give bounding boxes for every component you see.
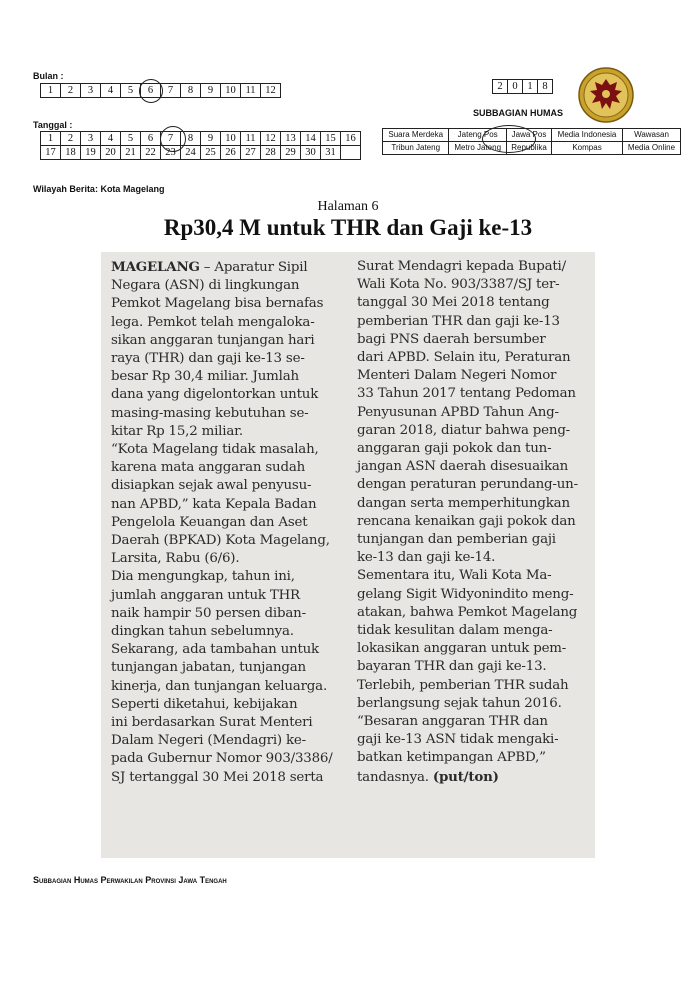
month-cell: 3 [81, 84, 101, 98]
media-cell: Tribun Jateng [383, 142, 449, 155]
byline: (put/ton) [432, 768, 499, 785]
day-cell: 11 [241, 132, 261, 146]
article-line-text: ini berdasarkan Surat Menteri [111, 715, 313, 731]
day-cell: 25 [201, 146, 221, 160]
article-line [357, 385, 578, 403]
media-cell: Wawasan [622, 129, 680, 142]
article-line-text: “Kota Magelang tidak masalah, [111, 442, 319, 458]
media-cell: Media Online [622, 142, 680, 155]
article-line-text: pada Gubernur Nomor 903/3386/ [111, 751, 333, 767]
article-line [111, 623, 333, 641]
article-line-text: dangan serta memperhitungkan [357, 495, 570, 511]
day-cell: 24 [181, 146, 201, 160]
article-line [357, 313, 578, 331]
article-line-text: Sekarang, ada tambahan untuk [111, 642, 319, 658]
article-line-text: Negara (ASN) di lingkungan [111, 278, 300, 294]
article-line-text: bayaran THR dan gaji ke-13. [357, 659, 547, 675]
day-cell: 14 [301, 132, 321, 146]
article-line [111, 350, 333, 368]
article-line [111, 477, 333, 495]
article-line [111, 459, 333, 477]
article-line-text: dingkan tahun sebelumnya. [111, 624, 294, 640]
article-line-text: 33 Tahun 2017 tentang Pedoman [357, 386, 576, 402]
article-line-text: Pengelola Keuangan dan Aset [111, 514, 308, 530]
article-line-text: sikan anggaran tunjangan hari [111, 332, 315, 348]
day-cell: 30 [301, 146, 321, 160]
article-line-text: jumlah anggaran untuk THR [111, 587, 300, 603]
month-cell: 2 [61, 84, 81, 98]
garuda-emblem-icon [577, 66, 635, 124]
article-line-text: naik hampir 50 persen diban- [111, 605, 306, 621]
article-line [357, 476, 578, 494]
article-line-text: Seperti diketahui, kebijakan [111, 696, 298, 712]
article-line-text: berlangsung sejak tahun 2016. [357, 695, 562, 711]
article-line [111, 295, 333, 313]
article-line [357, 331, 578, 349]
article-line-text: “Besaran anggaran THR dan [357, 714, 548, 730]
article-line [111, 441, 333, 459]
article-line [357, 640, 578, 658]
article-line [111, 332, 333, 350]
day-cell: 28 [261, 146, 281, 160]
bulan-label: Bulan : [33, 71, 64, 81]
article-line [357, 458, 578, 476]
article-line-text: lega. Pemkot telah mengaloka- [111, 314, 315, 330]
article-line-text: dana yang digelontorkan untuk [111, 387, 319, 403]
article-line [357, 622, 578, 640]
media-cell: Kompas [552, 142, 623, 155]
article-line [357, 258, 578, 276]
article-line [111, 587, 333, 605]
selected-media-circle [482, 125, 536, 153]
day-cell [341, 146, 361, 160]
article-line-text: kinerja, dan tunjangan keluarga. [111, 678, 327, 694]
article-line-text: ke-13 dan gaji ke-14. [357, 550, 496, 566]
day-cell: 1 [41, 132, 61, 146]
article-line-text: bagi PNS daerah bersumber [357, 331, 546, 347]
article-line [111, 696, 333, 714]
day-cell: 7 [161, 132, 181, 146]
article-line-text: masing-masing kebutuhan se- [111, 405, 309, 421]
article-line [357, 677, 578, 695]
month-cell: 5 [121, 84, 141, 98]
article-line [357, 276, 578, 294]
month-cell: 12 [261, 84, 281, 98]
year-digit-cell: 0 [508, 80, 523, 94]
article-line-text: atakan, bahwa Pemkot Magelang [357, 604, 578, 620]
article-line-text: garan 2018, diatur bahwa peng- [357, 422, 571, 438]
article-line [111, 714, 333, 732]
article-line-text: raya (THR) dan gaji ke-13 se- [111, 351, 305, 367]
article-line-text: Larsita, Rabu (6/6). [111, 551, 240, 567]
article-line-text: kitar Rp 15,2 miliar. [111, 423, 243, 439]
article-line-text: gelang Sigit Widyonindito meng- [357, 586, 574, 602]
article-line [357, 713, 578, 731]
day-cell: 8 [181, 132, 201, 146]
wilayah-berita: Wilayah Berita: Kota Magelang [33, 184, 165, 194]
media-cell: Suara Merdeka [383, 129, 449, 142]
day-cell: 4 [101, 132, 121, 146]
media-cell: Republika [506, 142, 551, 155]
article-line [357, 349, 578, 367]
day-cell: 23 [161, 146, 181, 160]
article-line [357, 422, 578, 440]
article-line [357, 768, 578, 787]
article-line [111, 423, 333, 441]
article-line-text: tunjangan dan pemberian gaji [357, 532, 556, 548]
article-line [357, 294, 578, 312]
day-cell: 26 [221, 146, 241, 160]
article-line [357, 586, 578, 604]
selected-day-circle [160, 126, 186, 152]
article-line [111, 258, 333, 277]
day-cell: 17 [41, 146, 61, 160]
article-line [357, 658, 578, 676]
article-line-text: Surat Mendagri kepada Bupati/ [357, 259, 566, 274]
article-column-1 [111, 258, 333, 787]
day-cell: 5 [121, 132, 141, 146]
article-line-text: Dia mengungkap, tahun ini, [111, 569, 295, 585]
article-line [111, 405, 333, 423]
day-cell: 10 [221, 132, 241, 146]
article-line-text: tandasnya. [357, 769, 429, 785]
article-line [111, 568, 333, 586]
day-cell: 15 [321, 132, 341, 146]
month-cell: 9 [201, 84, 221, 98]
article-line-text: tanggal 30 Mei 2018 tentang [357, 295, 550, 311]
article-line [111, 750, 333, 768]
day-grid [40, 131, 361, 160]
day-cell: 16 [341, 132, 361, 146]
article-line-text: Sementara itu, Wali Kota Ma- [357, 568, 552, 584]
article-line [357, 695, 578, 713]
day-cell: 19 [81, 146, 101, 160]
day-cell: 27 [241, 146, 261, 160]
article-line [111, 314, 333, 332]
day-cell: 2 [61, 132, 81, 146]
newspaper-clipping [101, 252, 595, 858]
article-line-text: Dalam Negeri (Mendagri) ke- [111, 733, 306, 749]
year-digit-cell: 8 [538, 80, 553, 94]
article-line [111, 496, 333, 514]
org-name: SUBBAGIAN HUMAS [473, 108, 563, 118]
article-line-text: besar Rp 30,4 miliar. Jumlah [111, 369, 299, 385]
article-line-text: Pemkot Magelang bisa bernafas [111, 296, 324, 312]
article-line-text: lokasikan anggaran untuk pem- [357, 641, 567, 657]
day-cell: 6 [141, 132, 161, 146]
article-line-text: tidak kesulitan dalam menga- [357, 623, 553, 639]
article-line [111, 659, 333, 677]
article-line-text: Daerah (BPKAD) Kota Magelang, [111, 533, 330, 549]
article-line [111, 277, 333, 295]
footer-org: Subbagian Humas Perwakilan Provinsi Jawa Tengah [33, 875, 227, 885]
article-line-text: jangan ASN daerah disesuaikan [357, 459, 569, 475]
article-line [357, 367, 578, 385]
media-cell: Jawa Pos [506, 129, 551, 142]
selected-month-circle [139, 79, 163, 103]
article-line [357, 495, 578, 513]
article-line [357, 549, 578, 567]
media-cell: Media Indonesia [552, 129, 623, 142]
article-line-text: Penyusunan APBD Tahun Ang- [357, 404, 559, 420]
article-line [111, 605, 333, 623]
article-line [111, 514, 333, 532]
article-line [357, 531, 578, 549]
article-column-2 [357, 258, 578, 787]
day-cell: 3 [81, 132, 101, 146]
day-cell: 21 [121, 146, 141, 160]
media-cell: Jateng Pos [449, 129, 507, 142]
article-line [111, 532, 333, 550]
article-line-text: pemberian THR dan gaji ke-13 [357, 313, 560, 329]
article-line-text: karena mata anggaran sudah [111, 460, 306, 476]
page-number: Halaman 6 [317, 199, 379, 214]
article-line [357, 731, 578, 749]
article-line [357, 749, 578, 767]
article-line-text: disiapkan sejak awal penyusu- [111, 478, 312, 494]
month-cell: 6 [141, 84, 161, 98]
month-cell: 11 [241, 84, 261, 98]
dateline: MAGELANG [111, 259, 200, 275]
day-cell: 12 [261, 132, 281, 146]
article-line [357, 567, 578, 585]
article-line-text: anggaran gaji pokok dan tun- [357, 441, 552, 457]
article-line [357, 404, 578, 422]
day-cell: 20 [101, 146, 121, 160]
article-line-text: batkan ketimpangan APBD,” [357, 750, 546, 766]
day-cell: 13 [281, 132, 301, 146]
year-box [492, 79, 553, 94]
day-cell: 29 [281, 146, 301, 160]
article-line-text: dari APBD. Selain itu, Peraturan [357, 350, 571, 366]
article-line-text: SJ tertanggal 30 Mei 2018 serta [111, 769, 324, 785]
tanggal-label: Tanggal : [33, 120, 73, 130]
article-line-text: tunjangan jabatan, tunjangan [111, 660, 306, 676]
article-title: Rp30,4 M untuk THR dan Gaji ke-13 [163, 215, 533, 240]
article-line-text: Wali Kota No. 903/3387/SJ ter- [357, 277, 560, 293]
day-cell: 31 [321, 146, 341, 160]
day-cell: 9 [201, 132, 221, 146]
article-line [111, 368, 333, 386]
article-line [111, 732, 333, 750]
article-line [111, 550, 333, 568]
day-cell: 18 [61, 146, 81, 160]
year-digit-cell: 2 [493, 80, 508, 94]
day-cell: 22 [141, 146, 161, 160]
month-cell: 1 [41, 84, 61, 98]
article-line [357, 440, 578, 458]
article-line [111, 769, 333, 787]
article-line [111, 678, 333, 696]
article-line-text: Terlebih, pemberian THR sudah [357, 677, 569, 693]
month-cell: 10 [221, 84, 241, 98]
article-line-text: Menteri Dalam Negeri Nomor [357, 368, 557, 384]
article-line [111, 641, 333, 659]
article-line [111, 386, 333, 404]
month-cell: 8 [181, 84, 201, 98]
article-line [357, 604, 578, 622]
month-cell: 7 [161, 84, 181, 98]
article-line-text: – Aparatur Sipil [199, 260, 308, 275]
year-digit-cell: 1 [523, 80, 538, 94]
media-cell: Metro Jateng [449, 142, 507, 155]
article-line-text: dengan peraturan perundang-un- [357, 477, 578, 493]
article-line [357, 513, 578, 531]
month-cell: 4 [101, 84, 121, 98]
article-line-text: nan APBD,” kata Kepala Badan [111, 496, 317, 512]
article-line-text: rencana kenaikan gaji pokok dan [357, 513, 576, 529]
article-line-text: gaji ke-13 ASN tidak mengaki- [357, 732, 559, 748]
